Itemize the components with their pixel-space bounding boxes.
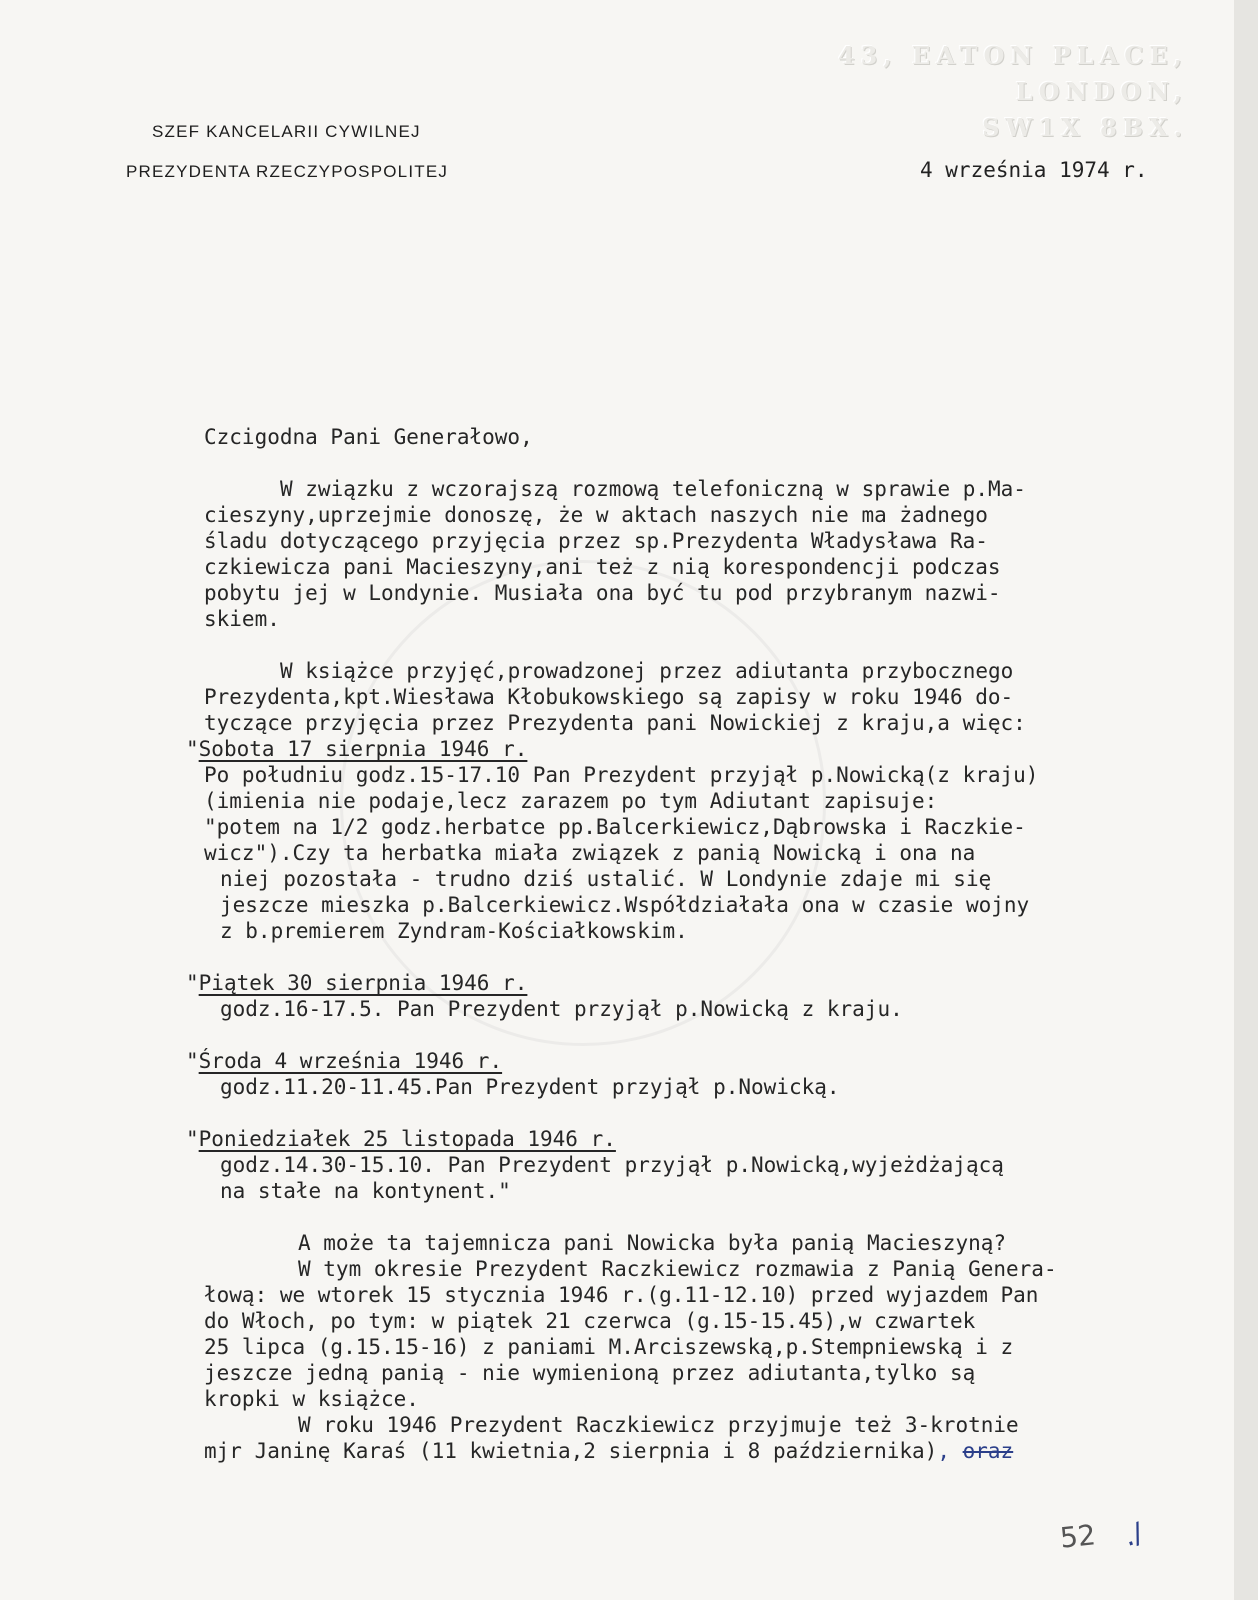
entry-date: Środa 4 września 1946 r. <box>198 1049 503 1073</box>
paragraph-line: skiem. <box>204 607 280 631</box>
page-number: 52 <box>1058 1518 1098 1555</box>
paragraph-line: łową: we wtorek 15 stycznia 1946 r.(g.11-12.10) przed wyjazdem Pan <box>204 1283 1039 1307</box>
entry-line: z b.premierem Zyndram-Kościałkowskim. <box>220 919 688 943</box>
paragraph-line: czkiewicza pani Macieszyny,ani też z nią korespondencji podczas <box>204 555 1001 579</box>
entry-line: jeszcze mieszka p.Balcerkiewicz.Współdziałała ona w czasie wojny <box>220 893 1030 917</box>
paragraph-line: tyczące przyjęcia przez Prezydenta pani Nowickiej z kraju,a więc: <box>204 711 1026 735</box>
paragraph-line: 25 lipca (g.15.15-16) z paniami M.Arciszewską,p.Stempniewską i z <box>204 1335 1014 1359</box>
struck-word: oraz <box>962 1439 1014 1463</box>
handwritten-comma: , <box>937 1439 950 1463</box>
entry-line: "potem na 1/2 godz.herbatce pp.Balcerkiewicz,Dąbrowska i Raczkie- <box>204 815 1026 839</box>
salutation: Czcigodna Pani Generałowo, <box>204 425 533 449</box>
letter-date: 4 września 1974 r. <box>920 158 1148 182</box>
address-line-1: 43, EATON PLACE, <box>837 41 1188 70</box>
paragraph-line: kropki w książce. <box>204 1387 419 1411</box>
entry-line: godz.11.20-11.45.Pan Prezydent przyjął p.Nowicką. <box>220 1075 840 1099</box>
address-line-2: LONDON, <box>1015 77 1188 106</box>
entry-heading: "Sobota 17 sierpnia 1946 r. <box>186 737 528 761</box>
paragraph-line: W tym okresie Prezydent Raczkiewicz rozmawia z Panią Genera- <box>298 1257 1057 1281</box>
entry-line: Po południu godz.15-17.10 Pan Prezydent przyjął p.Nowicką(z kraju) <box>204 763 1039 787</box>
paragraph-line: pobytu jej w Londynie. Musiała ona być tu pod przybranym nazwi- <box>204 581 1001 605</box>
entry-heading: "Piątek 30 sierpnia 1946 r. <box>186 971 528 995</box>
handwritten-mark: ./ <box>1119 1515 1147 1554</box>
entry-heading: "Środa 4 września 1946 r. <box>186 1049 503 1073</box>
office-title-line-2: PREZYDENTA RZECZYPOSPOLITEJ <box>126 162 449 181</box>
paragraph-line: cieszyny,uprzejmie donoszę, że w aktach naszych nie ma żadnego <box>204 503 988 527</box>
paragraph-line: W roku 1946 Prezydent Raczkiewicz przyjmuje też 3-krotnie <box>298 1413 1019 1437</box>
paragraph-line: A może ta tajemnicza pani Nowicka była panią Macieszyną? <box>298 1231 1007 1255</box>
entry-heading: "Poniedziałek 25 listopada 1946 r. <box>186 1127 616 1151</box>
entry-date: Sobota 17 sierpnia 1946 r. <box>198 737 528 761</box>
address-line-3: SW1X 8BX. <box>982 113 1188 142</box>
paragraph-line: śladu dotyczącego przyjęcia przez sp.Prezydenta Władysława Ra- <box>204 529 988 553</box>
paragraph-line: jeszcze jedną panią - nie wymienioną przez adiutanta,tylko są <box>204 1361 976 1385</box>
page-edge <box>1234 0 1258 1600</box>
paragraph-line: do Włoch, po tym: w piątek 21 czerwca (g.15-15.45),w czwartek <box>204 1309 976 1333</box>
paragraph-line: Prezydenta,kpt.Wiesława Kłobukowskiego są zapisy w roku 1946 do- <box>204 685 1014 709</box>
paragraph-line: W książce przyjęć,prowadzonej przez adiutanta przybocznego <box>280 659 1014 683</box>
entry-date: Piątek 30 sierpnia 1946 r. <box>198 971 528 995</box>
paragraph-text: mjr Janinę Karaś (11 kwietnia,2 sierpnia i 8 października) <box>204 1439 938 1463</box>
paragraph-line: W związku z wczorajszą rozmową telefoniczną w sprawie p.Ma- <box>280 477 1026 501</box>
entry-line: (imienia nie podaje,lecz zarazem po tym Adiutant zapisuje: <box>204 789 938 813</box>
entry-line: wicz").Czy ta herbatka miała związek z panią Nowicką i ona na <box>204 841 976 865</box>
entry-date: Poniedziałek 25 listopada 1946 r. <box>198 1127 616 1151</box>
entry-line: na stałe na kontynent." <box>220 1179 511 1203</box>
paragraph-line <box>204 1438 1013 1464</box>
entry-line: niej pozostała - trudno dziś ustalić. W Londynie zdaje mi się <box>220 867 992 891</box>
office-title-line-1: SZEF KANCELARII CYWILNEJ <box>152 122 421 141</box>
entry-line: godz.16-17.5. Pan Prezydent przyjął p.Nowicką z kraju. <box>220 997 903 1021</box>
entry-line: godz.14.30-15.10. Pan Prezydent przyjął p.Nowicką,wyjeżdżającą <box>220 1153 1004 1177</box>
